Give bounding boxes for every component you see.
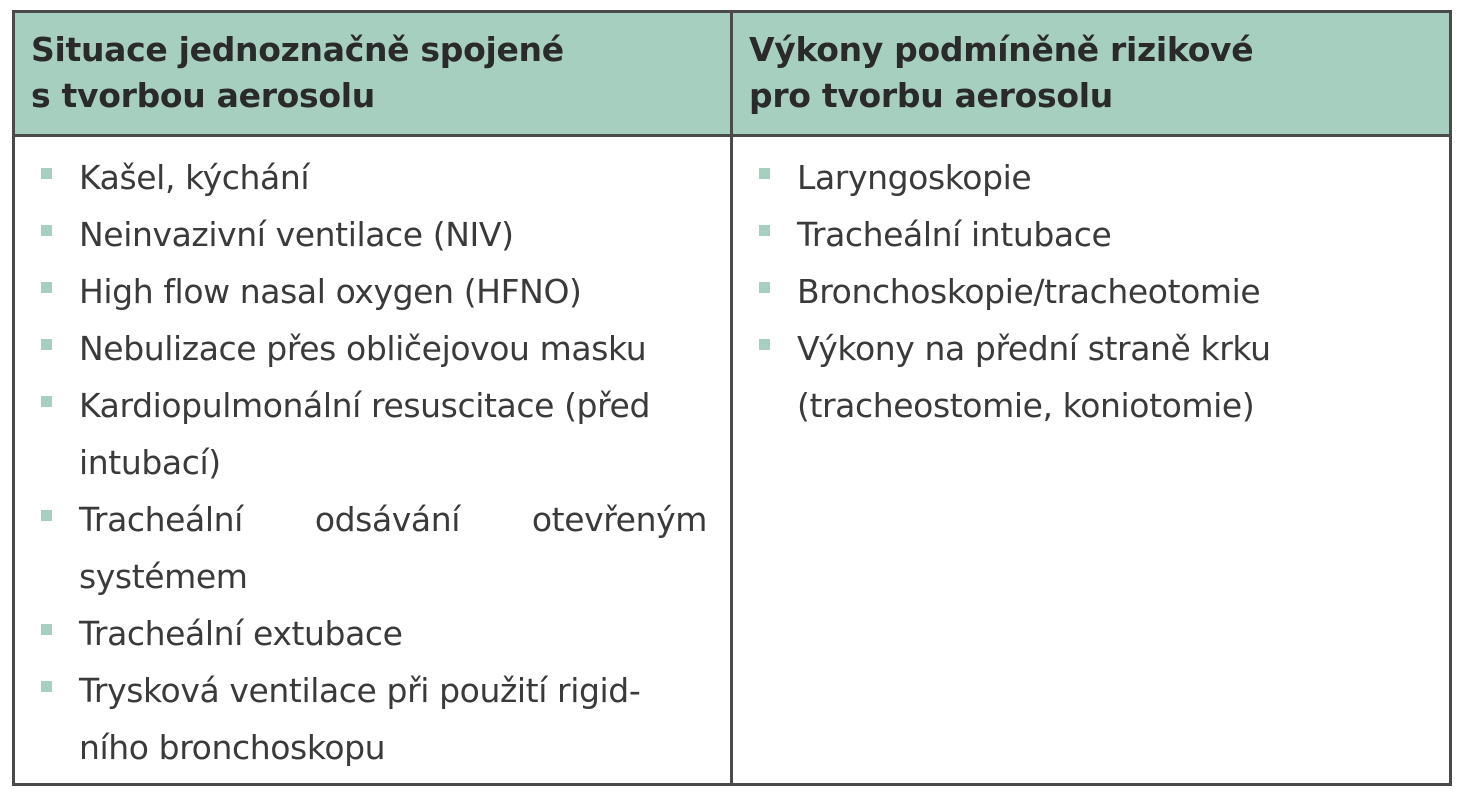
header-line: s tvorbou aerosolu bbox=[31, 76, 375, 115]
square-bullet-icon bbox=[41, 339, 52, 350]
square-bullet-icon bbox=[759, 168, 770, 179]
column-body-definite bbox=[15, 137, 733, 783]
item-text: Tracheální intubace bbox=[797, 215, 1112, 254]
square-bullet-icon bbox=[41, 225, 52, 236]
item-text: Laryngoskopie bbox=[797, 158, 1032, 197]
item-text: systémem bbox=[79, 557, 248, 596]
column-body-conditional bbox=[733, 137, 1449, 783]
square-bullet-icon bbox=[41, 681, 52, 692]
word: otevřeným bbox=[531, 500, 707, 539]
item-text: Bronchoskopie/tracheotomie bbox=[797, 272, 1261, 311]
square-bullet-icon bbox=[41, 282, 52, 293]
square-bullet-icon bbox=[41, 624, 52, 635]
word: odsávání bbox=[314, 500, 460, 539]
list-item bbox=[755, 263, 1449, 320]
square-bullet-icon bbox=[41, 510, 52, 521]
square-bullet-icon bbox=[759, 339, 770, 350]
header-line: Výkony podmíněně rizikové bbox=[749, 30, 1254, 69]
square-bullet-icon bbox=[41, 168, 52, 179]
column-header-definite bbox=[15, 13, 733, 137]
item-text: Kardiopulmonální resuscitace (před bbox=[79, 386, 650, 425]
item-text: (tracheostomie, koniotomie) bbox=[797, 386, 1255, 425]
item-list bbox=[37, 149, 730, 776]
list-item bbox=[755, 149, 1449, 206]
word: Tracheální bbox=[79, 500, 243, 539]
list-item bbox=[755, 320, 1449, 434]
list-item bbox=[37, 320, 730, 377]
item-text: Trysková ventilace při použití rigid- bbox=[79, 671, 641, 710]
item-text: Výkony na přední straně krku bbox=[797, 329, 1271, 368]
header-line: pro tvorbu aerosolu bbox=[749, 76, 1113, 115]
list-item bbox=[37, 662, 730, 776]
list-item bbox=[37, 206, 730, 263]
list-item bbox=[755, 206, 1449, 263]
item-list bbox=[755, 149, 1449, 434]
item-text: intubací) bbox=[79, 443, 221, 482]
list-item bbox=[37, 491, 730, 605]
square-bullet-icon bbox=[41, 396, 52, 407]
square-bullet-icon bbox=[759, 225, 770, 236]
item-text: ního bronchoskopu bbox=[79, 728, 386, 767]
square-bullet-icon bbox=[759, 282, 770, 293]
column-header-conditional bbox=[733, 13, 1449, 137]
item-text: Nebulizace přes obličejovou masku bbox=[79, 329, 647, 368]
list-item bbox=[37, 605, 730, 662]
list-item bbox=[37, 149, 730, 206]
aerosol-risk-table bbox=[12, 10, 1452, 786]
item-text-justified bbox=[79, 491, 707, 548]
list-item bbox=[37, 263, 730, 320]
item-text: Kašel, kýchání bbox=[79, 158, 310, 197]
item-text: Neinvazivní ventilace (NIV) bbox=[79, 215, 514, 254]
list-item bbox=[37, 377, 730, 491]
item-text: High flow nasal oxygen (HFNO) bbox=[79, 272, 582, 311]
header-line: Situace jednoznačně spojené bbox=[31, 30, 564, 69]
item-text: Tracheální extubace bbox=[79, 614, 403, 653]
